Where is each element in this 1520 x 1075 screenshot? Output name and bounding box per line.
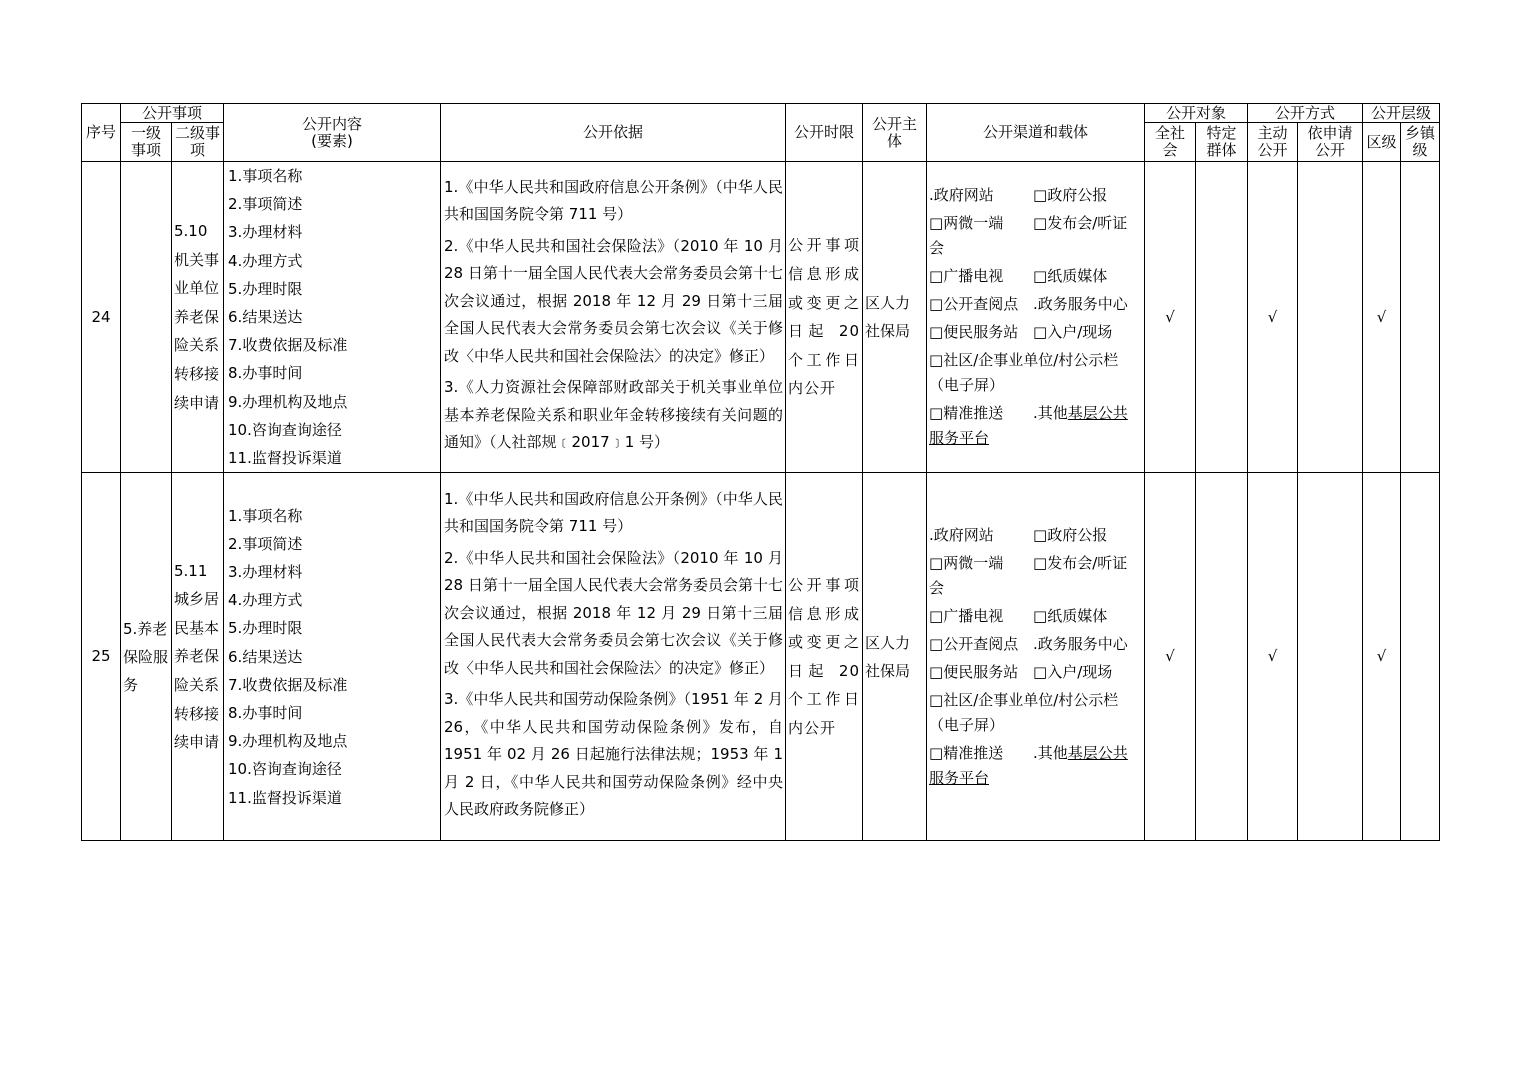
channel-item: □政府公报	[1033, 525, 1108, 544]
channel-item: .政务服务中心	[1033, 634, 1128, 653]
content-item: 5.办理时限	[228, 619, 303, 638]
target-specific-cell	[1196, 473, 1248, 841]
channel-item: □纸质媒体	[1033, 606, 1108, 625]
content-item: 4.办理方式	[228, 251, 303, 270]
mode-active-cell: √	[1248, 473, 1298, 841]
content-item: 9.办理机构及地点	[228, 392, 348, 411]
header-content	[224, 104, 441, 162]
basis-item: 1.《中华人民共和国政府信息公开条例》（中华人民共和国国务院令第 711 号）	[444, 177, 784, 224]
channel-item: □两微一端	[929, 553, 1004, 572]
seq-cell: 25	[82, 473, 121, 841]
level2-cell: 5.11 城乡居民基本养老保险关系转移接续申请	[172, 473, 224, 841]
content-item: 5.办理时限	[228, 279, 303, 298]
header-target-specific	[1196, 123, 1248, 162]
target-all-cell: √	[1145, 473, 1196, 841]
subject-cell: 区人力社保局	[863, 162, 927, 473]
channel-item: .政府网站	[929, 186, 994, 205]
header-level2-label: 二级事项	[174, 124, 220, 159]
channel-item: .政府网站	[929, 525, 994, 544]
basis-item: 3.《人力资源社会保障部财政部关于机关事业单位基本养老保险关系和职业年金转移接续有关问题的通知》（人社部规﹝2017﹞1 号）	[444, 378, 784, 452]
content-item: 1.事项名称	[228, 167, 303, 185]
content-item: 10.咨询查询途径	[228, 420, 342, 439]
level1-cell	[121, 162, 172, 473]
header-target-all	[1145, 123, 1196, 162]
content-item: 7.收费依据及标准	[228, 336, 348, 355]
header-content-label: 公开内容(要素)	[302, 114, 363, 150]
tier-district-cell: √	[1363, 162, 1401, 473]
basis-item: 2.《中华人民共和国社会保险法》（2010 年 10 月 28 日第十一届全国人民代表大会常务委员会第十七次会议通过，根据 2018 年 12 月 29 日第十三届全国人民代表大会常务委员会第七次会议《关于修改〈中华人民共和国社会保险法〉的决定》修正）	[444, 236, 784, 365]
channel-item: □社区/企事业单位/村公示栏（电子屏）	[929, 351, 1119, 395]
content-item: 9.办理机构及地点	[228, 732, 348, 751]
table-row	[82, 162, 1440, 473]
content-item: 2.事项简述	[228, 534, 303, 553]
content-item: 4.办理方式	[228, 591, 303, 610]
content-item: 8.办事时间	[228, 704, 303, 723]
content-list	[224, 162, 441, 473]
time-limit-cell: 公开事项信息形成或变更之日起 20 个工作日内公开	[786, 473, 863, 841]
channel-item: □便民服务站	[929, 662, 1019, 681]
header-mode-active	[1248, 123, 1298, 162]
header-mode-group: 公开方式	[1248, 104, 1363, 123]
basis-item: 3.《中华人民共和国劳动保险条例》（1951 年 2 月 26，《中华人民共和国劳动保险条例》发布，自 1951 年 02 月 26 日起施行法律法规；1953 年 1 月 2 日，《中华人民共和国劳动保险条例》经中央人民政府政务院修正）	[444, 690, 784, 819]
channel-item: □精准推送	[929, 404, 1004, 423]
mode-request-cell	[1298, 162, 1363, 473]
channel-item: □纸质媒体	[1033, 267, 1108, 286]
channel-item: .政务服务中心	[1033, 295, 1128, 314]
target-specific-cell	[1196, 162, 1248, 473]
header-mode-request	[1298, 123, 1363, 162]
content-item: 11.监督投诉渠道	[228, 449, 342, 468]
content-item: 3.办理材料	[228, 563, 303, 582]
basis-cell	[441, 162, 786, 473]
channel-item: □广播电视	[929, 267, 1004, 286]
channel-item-underlined: 基层公共服务平台	[929, 743, 1128, 787]
basis-item: 1.《中华人民共和国政府信息公开条例》（中华人民共和国国务院令第 711 号）	[444, 489, 784, 536]
channel-item: □精准推送	[929, 743, 1004, 762]
tier-district-cell: √	[1363, 473, 1401, 841]
channel-item: □广播电视	[929, 606, 1004, 625]
header-tier-town	[1401, 123, 1440, 162]
target-all-cell: √	[1145, 162, 1196, 473]
mode-active-cell: √	[1248, 162, 1298, 473]
level2-cell: 5.10 机关事业单位养老保险关系转移接续申请	[172, 162, 224, 473]
content-item: 6.结果送达	[228, 308, 303, 327]
header-tier-district: 区级	[1363, 123, 1401, 162]
header-target-all-label: 全社会	[1155, 124, 1186, 159]
header-channels: 公开渠道和载体	[927, 104, 1145, 162]
content-item: 10.咨询查询途径	[228, 760, 342, 779]
header-target-group: 公开对象	[1145, 104, 1248, 123]
level1-cell: 5.养老保险服务	[121, 473, 172, 841]
channel-item: □公开查阅点	[929, 295, 1019, 314]
header-tier-group: 公开层级	[1363, 104, 1440, 123]
channel-item: □公开查阅点	[929, 634, 1019, 653]
basis-item: 2.《中华人民共和国社会保险法》（2010 年 10 月 28 日第十一届全国人民代表大会常务委员会第十七次会议通过，根据 2018 年 12 月 29 日第十三届全国人民代表大会常务委员会第七次会议《关于修改〈中华人民共和国社会保险法〉的决定》修正）	[444, 548, 784, 677]
header-subject-label: 公开主体	[872, 114, 918, 150]
content-item: 1.事项名称	[228, 506, 303, 525]
content-item: 2.事项简述	[228, 195, 303, 214]
channel-item: □发布会/听证会	[929, 553, 1128, 597]
seq-cell: 24	[82, 162, 121, 473]
channel-item: □便民服务站	[929, 323, 1019, 342]
content-item: 7.收费依据及标准	[228, 675, 348, 694]
header-target-specific-label: 特定群体	[1206, 124, 1237, 159]
channel-item: □社区/企事业单位/村公示栏（电子屏）	[929, 690, 1119, 734]
header-subject	[863, 104, 927, 162]
header-mode-active-label: 主动公开	[1257, 124, 1288, 159]
time-limit-cell: 公开事项信息形成或变更之日起 20 个工作日内公开	[786, 162, 863, 473]
header-basis: 公开依据	[441, 104, 786, 162]
content-item: 3.办理材料	[228, 223, 303, 242]
header-level1-label: 一级事项	[130, 124, 161, 159]
content-item: 11.监督投诉渠道	[228, 788, 342, 807]
channel-item: □政府公报	[1033, 186, 1108, 205]
content-item: 8.办事时间	[228, 364, 303, 383]
header-mode-request-label: 依申请公开	[1307, 124, 1353, 159]
header-time-limit: 公开时限	[786, 104, 863, 162]
content-list	[224, 473, 441, 841]
header-item-group: 公开事项	[121, 104, 224, 123]
header-level1	[121, 123, 172, 162]
channel-item-underlined: 基层公共服务平台	[929, 404, 1128, 448]
header-tier-town-label: 乡镇级	[1405, 124, 1436, 159]
mode-request-cell	[1298, 473, 1363, 841]
header-level2	[172, 123, 224, 162]
channels-cell	[927, 473, 1145, 841]
channel-item: □入户/现场	[1033, 662, 1113, 681]
basis-cell	[441, 473, 786, 841]
table-row	[82, 473, 1440, 841]
tier-town-cell	[1401, 473, 1440, 841]
channel-item: □入户/现场	[1033, 323, 1113, 342]
channel-item: □两微一端	[929, 214, 1004, 233]
subject-cell: 区人力社保局	[863, 473, 927, 841]
channel-item: □发布会/听证会	[929, 214, 1128, 258]
tier-town-cell	[1401, 162, 1440, 473]
channel-item: .其他	[1033, 743, 1068, 762]
header-seq: 序号	[82, 104, 121, 162]
channels-cell	[927, 162, 1145, 473]
content-item: 6.结果送达	[228, 647, 303, 666]
channel-item: .其他	[1033, 404, 1068, 423]
disclosure-table	[81, 103, 1440, 841]
